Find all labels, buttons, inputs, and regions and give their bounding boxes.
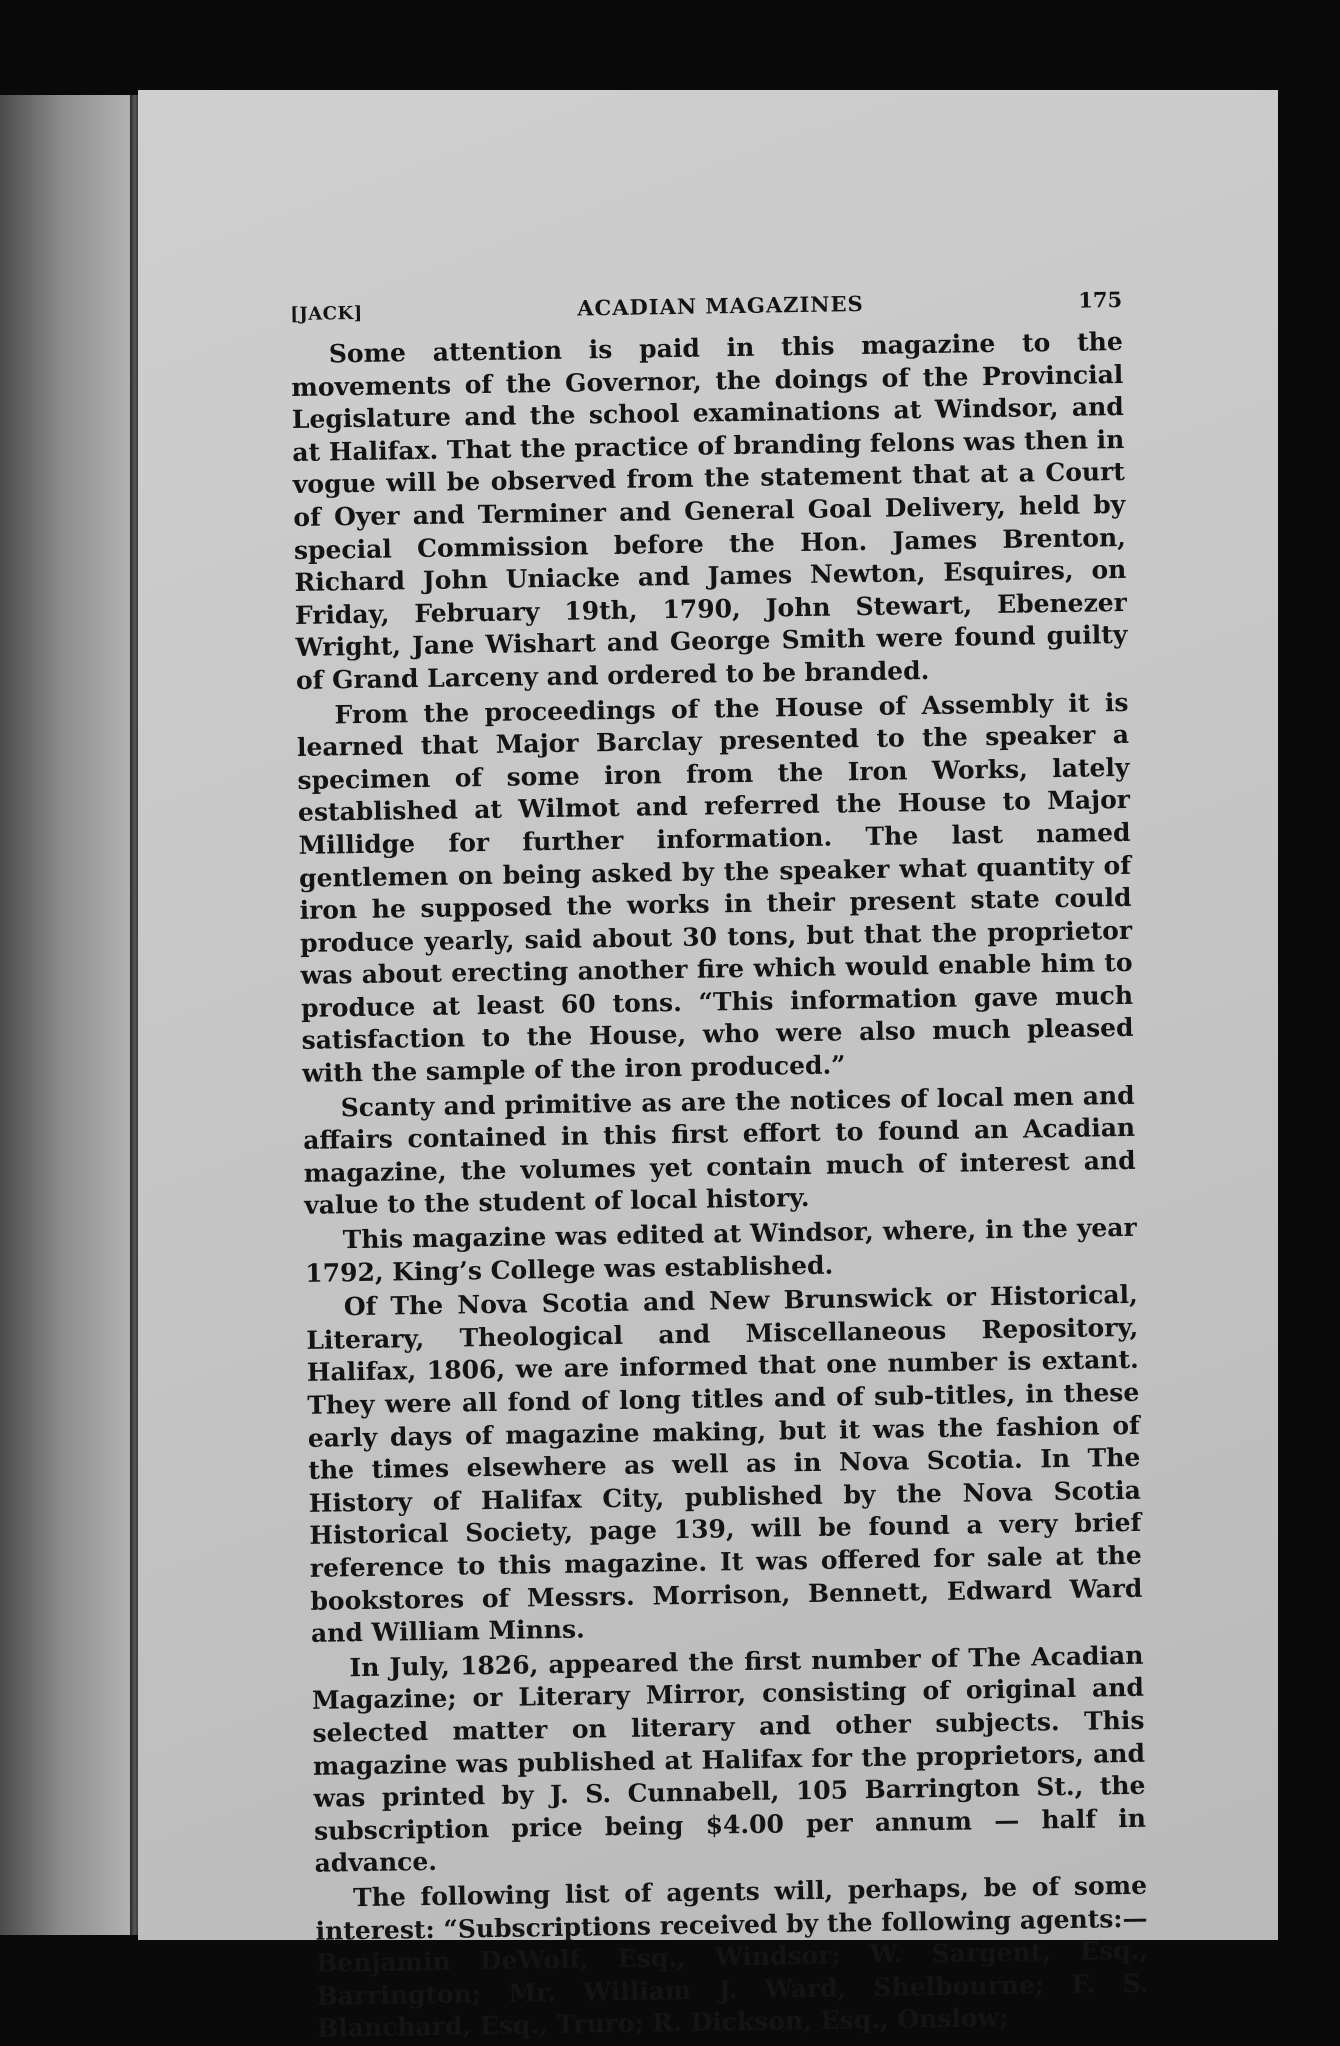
running-head-title: ACADIAN MAGAZINES (577, 290, 864, 321)
paragraph-repository: Of The Nova Scotia and New Brunswick or Historical, Literary, Theological and Miscellaneous Repository, Halifax, 1806, we are informed that one number is extant. They were all fond of long titles and of sub-titles, in these early days of magazine making, but it was the fashion of the times elsewhere as well as in Nova Scotia. In The History of Halifax City, published by the Nova Scotia Historical Society, page 139, will be found a very brief reference to this magazine. It was offered for sale at the bookstores of Messrs. Morrison, Bennett, Edward Ward and William Minns. (306, 1280, 1143, 1648)
dark-background-edge (1278, 90, 1340, 1940)
running-head-author: [JACK] (290, 302, 363, 325)
paragraph-acadian-magazine: In July, 1826, appeared the first number of The Acadian Magazine; or Literary Mirror, consisting of original and selected matter on literary and other subjects. This magazine was published at Halifax for the proprietors, and was printed by J. S. Cunnabell, 105 Barrington St., the subscription price being $4.00 per annum — half in advance. (311, 1640, 1147, 1879)
page-text (290, 287, 1149, 2046)
paragraph-windsor: This magazine was edited at Windsor, where, in the year 1792, King’s College was established. (305, 1212, 1137, 1288)
paragraph-scanty-notices: Scanty and primitive as are the notices of local men and affairs contained in this first effort to found an Acadian magazine, the volumes yet contain much of interest and value to the student of local history. (302, 1080, 1136, 1221)
page-number: 175 (1078, 286, 1123, 313)
facing-page-edge (0, 95, 135, 1935)
paragraph-iron-works: From the proceedings of the House of Assembly it is learned that Major Barclay presented to the speaker a specimen of some iron from the Iron Works, lately established at Wilmot and referred the House to Major Millidge for further information. The last named gentlemen on being asked by the speaker what quantity of iron he supposed the works in their present state could produce yearly, said about 30 tons, but that the proprietor was about erecting another fire which would enable him to produce at least 60 tons. “This information gave much satisfaction to the House, who were also much pleased with the sample of the iron produced.” (296, 687, 1134, 1088)
paragraph-agents: The following list of agents will, perhaps, be of some interest: “Subscriptions received by the following agents:—Benjamin DeWolf, Esq., Windsor; W. Sargent, Esq., Barrington; Mr. William J. Ward, Shelbourne; F. S. Blanchard, Esq., Truro; R. Dickson, Esq., Onslow; (315, 1870, 1149, 2044)
paragraph-branding: Some attention is paid in this magazine to the movements of the Governor, the doings of the Provincial Legislature and the school examinations at Windsor, and at Halifax. That the practice of branding felons was then in vogue will be observed from the statement that at a Court of Oyer and Terminer and General Goal Delivery, held by special Commission before the Hon. James Brenton, Richard John Uniacke and James Newton, Esquires, on Friday, February 19th, 1790, John Stewart, Ebenezer Wright, Jane Wishart and George Smith were found guilty of Grand Larceny and ordered to be branded. (291, 326, 1128, 695)
